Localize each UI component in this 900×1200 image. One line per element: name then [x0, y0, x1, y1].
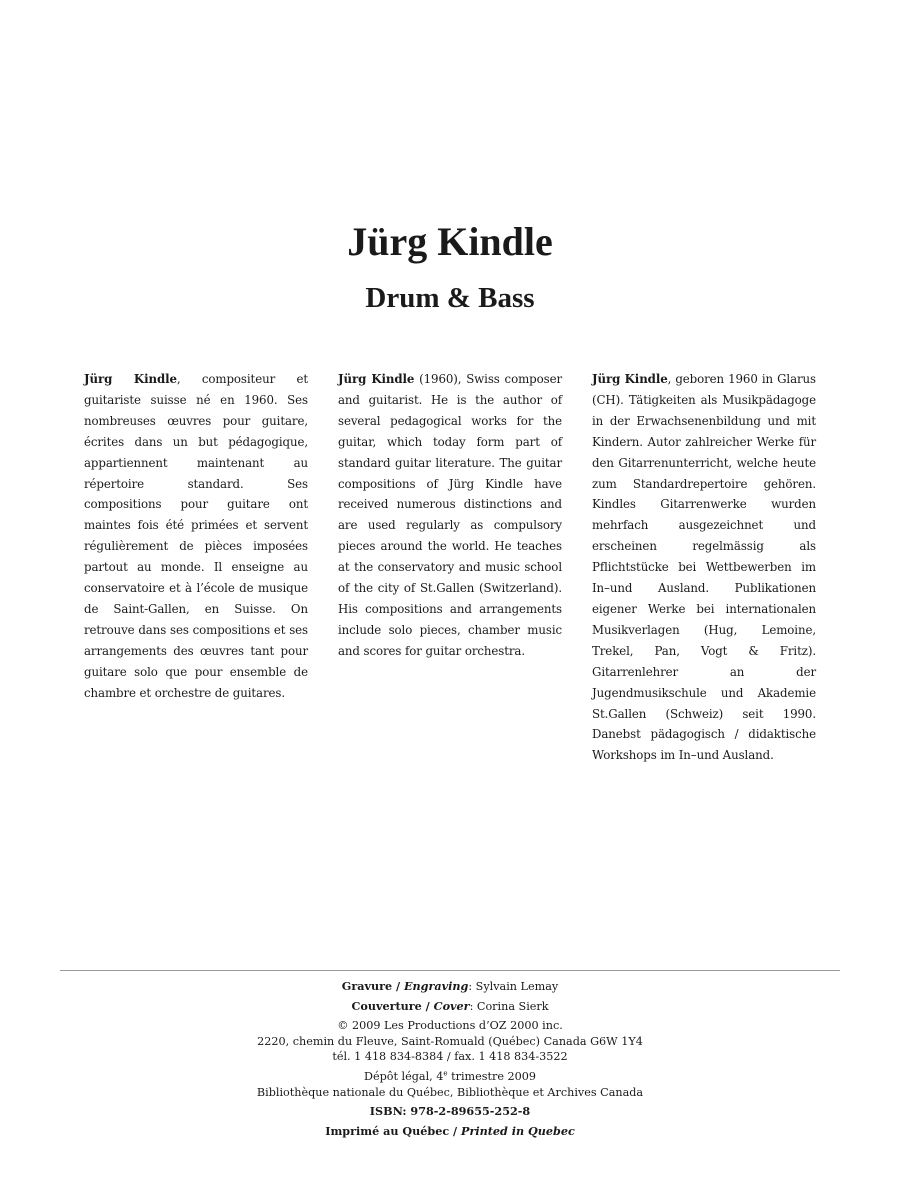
engraving-value: : Sylvain Lemay — [468, 980, 559, 993]
cover-label-en: Cover — [433, 998, 470, 1013]
biography-text: , geboren 1960 in Glarus (CH). Tätigkeiten als Musikpädagoge in der Erwachsenenbildung und mit Kindern. Autor zahlreicher Werke für den Gitarrenunterricht, welche heute zum Standardrepertoire gehören. Kindles Gitarrenwerke wurden mehrfach ausgezeichnet und erscheinen regelmässig als Pflichtstücke bei Wettbewerben im In–und Ausland. Publikationen eigener Werke bei internationalen Musikverlagen (Hug, Lemoine, Trekel, Pan, Vogt & Fritz). Gitarrenlehrer an der Jugendmusikschule und Akademie St.Gallen (Schweiz) seit 1990. Danebst pädagogisch / didaktische Workshops im In–und Ausland. — [592, 372, 816, 763]
printed-in — [0, 1124, 900, 1140]
cover-value: : Corina Sierk — [469, 999, 549, 1013]
isbn-text: ISBN: 978-2-89655-252-8 — [369, 1104, 531, 1119]
separator: / — [392, 979, 404, 993]
score-subtitle: Drum & Bass — [365, 282, 535, 314]
publisher-address: 2220, chemin du Fleuve, Saint-Romuald (Québec) Canada G6W 1Y4 — [257, 1034, 643, 1048]
ordinal-superscript: e — [443, 1069, 448, 1078]
library-line: Bibliothèque nationale du Québec, Bibliothèque et Archives Canada — [256, 1085, 644, 1099]
separator: / — [421, 998, 434, 1013]
biography-text: (1960), Swiss composer and guitarist. He is the author of several pedagogical works for the guitar, which today form part of standard guitar literature. The guitar compositions of Jürg Kindle have received numerous distinctions and are used regularly as compulsory pieces around the world. He teaches at the conservatory and music school of the city of St.Gallen (Switzerland). His compositions and arrangements include solo pieces, chamber music and scores for guitar orchestra. — [338, 372, 562, 658]
biography-english — [338, 369, 562, 662]
engraving-label-en: Engraving — [404, 979, 469, 993]
biography-german — [592, 369, 816, 766]
composer-name: Jürg Kindle — [338, 372, 415, 386]
engraving-label-fr: Gravure — [341, 979, 393, 993]
legal-deposit-year: trimestre 2009 — [447, 1069, 536, 1083]
cover-label-fr: Couverture — [351, 998, 422, 1013]
footer-divider — [60, 970, 840, 971]
separator: / — [449, 1123, 462, 1138]
publisher-phone: tél. 1 418 834-8384 / fax. 1 418 834-3522 — [332, 1050, 568, 1064]
cover-credit — [0, 999, 900, 1015]
printed-en: Printed in Quebec — [461, 1123, 575, 1138]
isbn — [0, 1104, 900, 1120]
score-title: Jürg Kindle — [347, 219, 553, 264]
engraving-credit — [0, 979, 900, 995]
composer-name: Jürg Kindle — [84, 372, 177, 386]
publisher-credits — [0, 979, 900, 1139]
printed-fr: Imprimé au Québec — [325, 1123, 450, 1138]
legal-deposit — [0, 1069, 900, 1085]
copyright-line: © 2009 Les Productions d’OZ 2000 inc. — [337, 1019, 563, 1033]
biography-text: , compositeur et guitariste suisse né en 1960. Ses nombreuses œuvres pour guitare, écrites dans un but pédagogique, appartiennent maintenant au répertoire standard. Ses compositions pour guitare ont maintes fois été primées et servent régulièrement de pièces imposées partout au monde. Il enseigne au conservatoire et à l’école de musique de Saint-Gallen, en Suisse. On retrouve dans ses compositions et ses arrangements des œuvres tant pour guitare solo que pour ensemble de chambre et orchestre de guitares. — [84, 372, 308, 700]
biography-french — [84, 369, 308, 704]
legal-deposit-text: Dépôt légal, 4 — [364, 1069, 444, 1083]
composer-name: Jürg Kindle — [592, 372, 668, 386]
